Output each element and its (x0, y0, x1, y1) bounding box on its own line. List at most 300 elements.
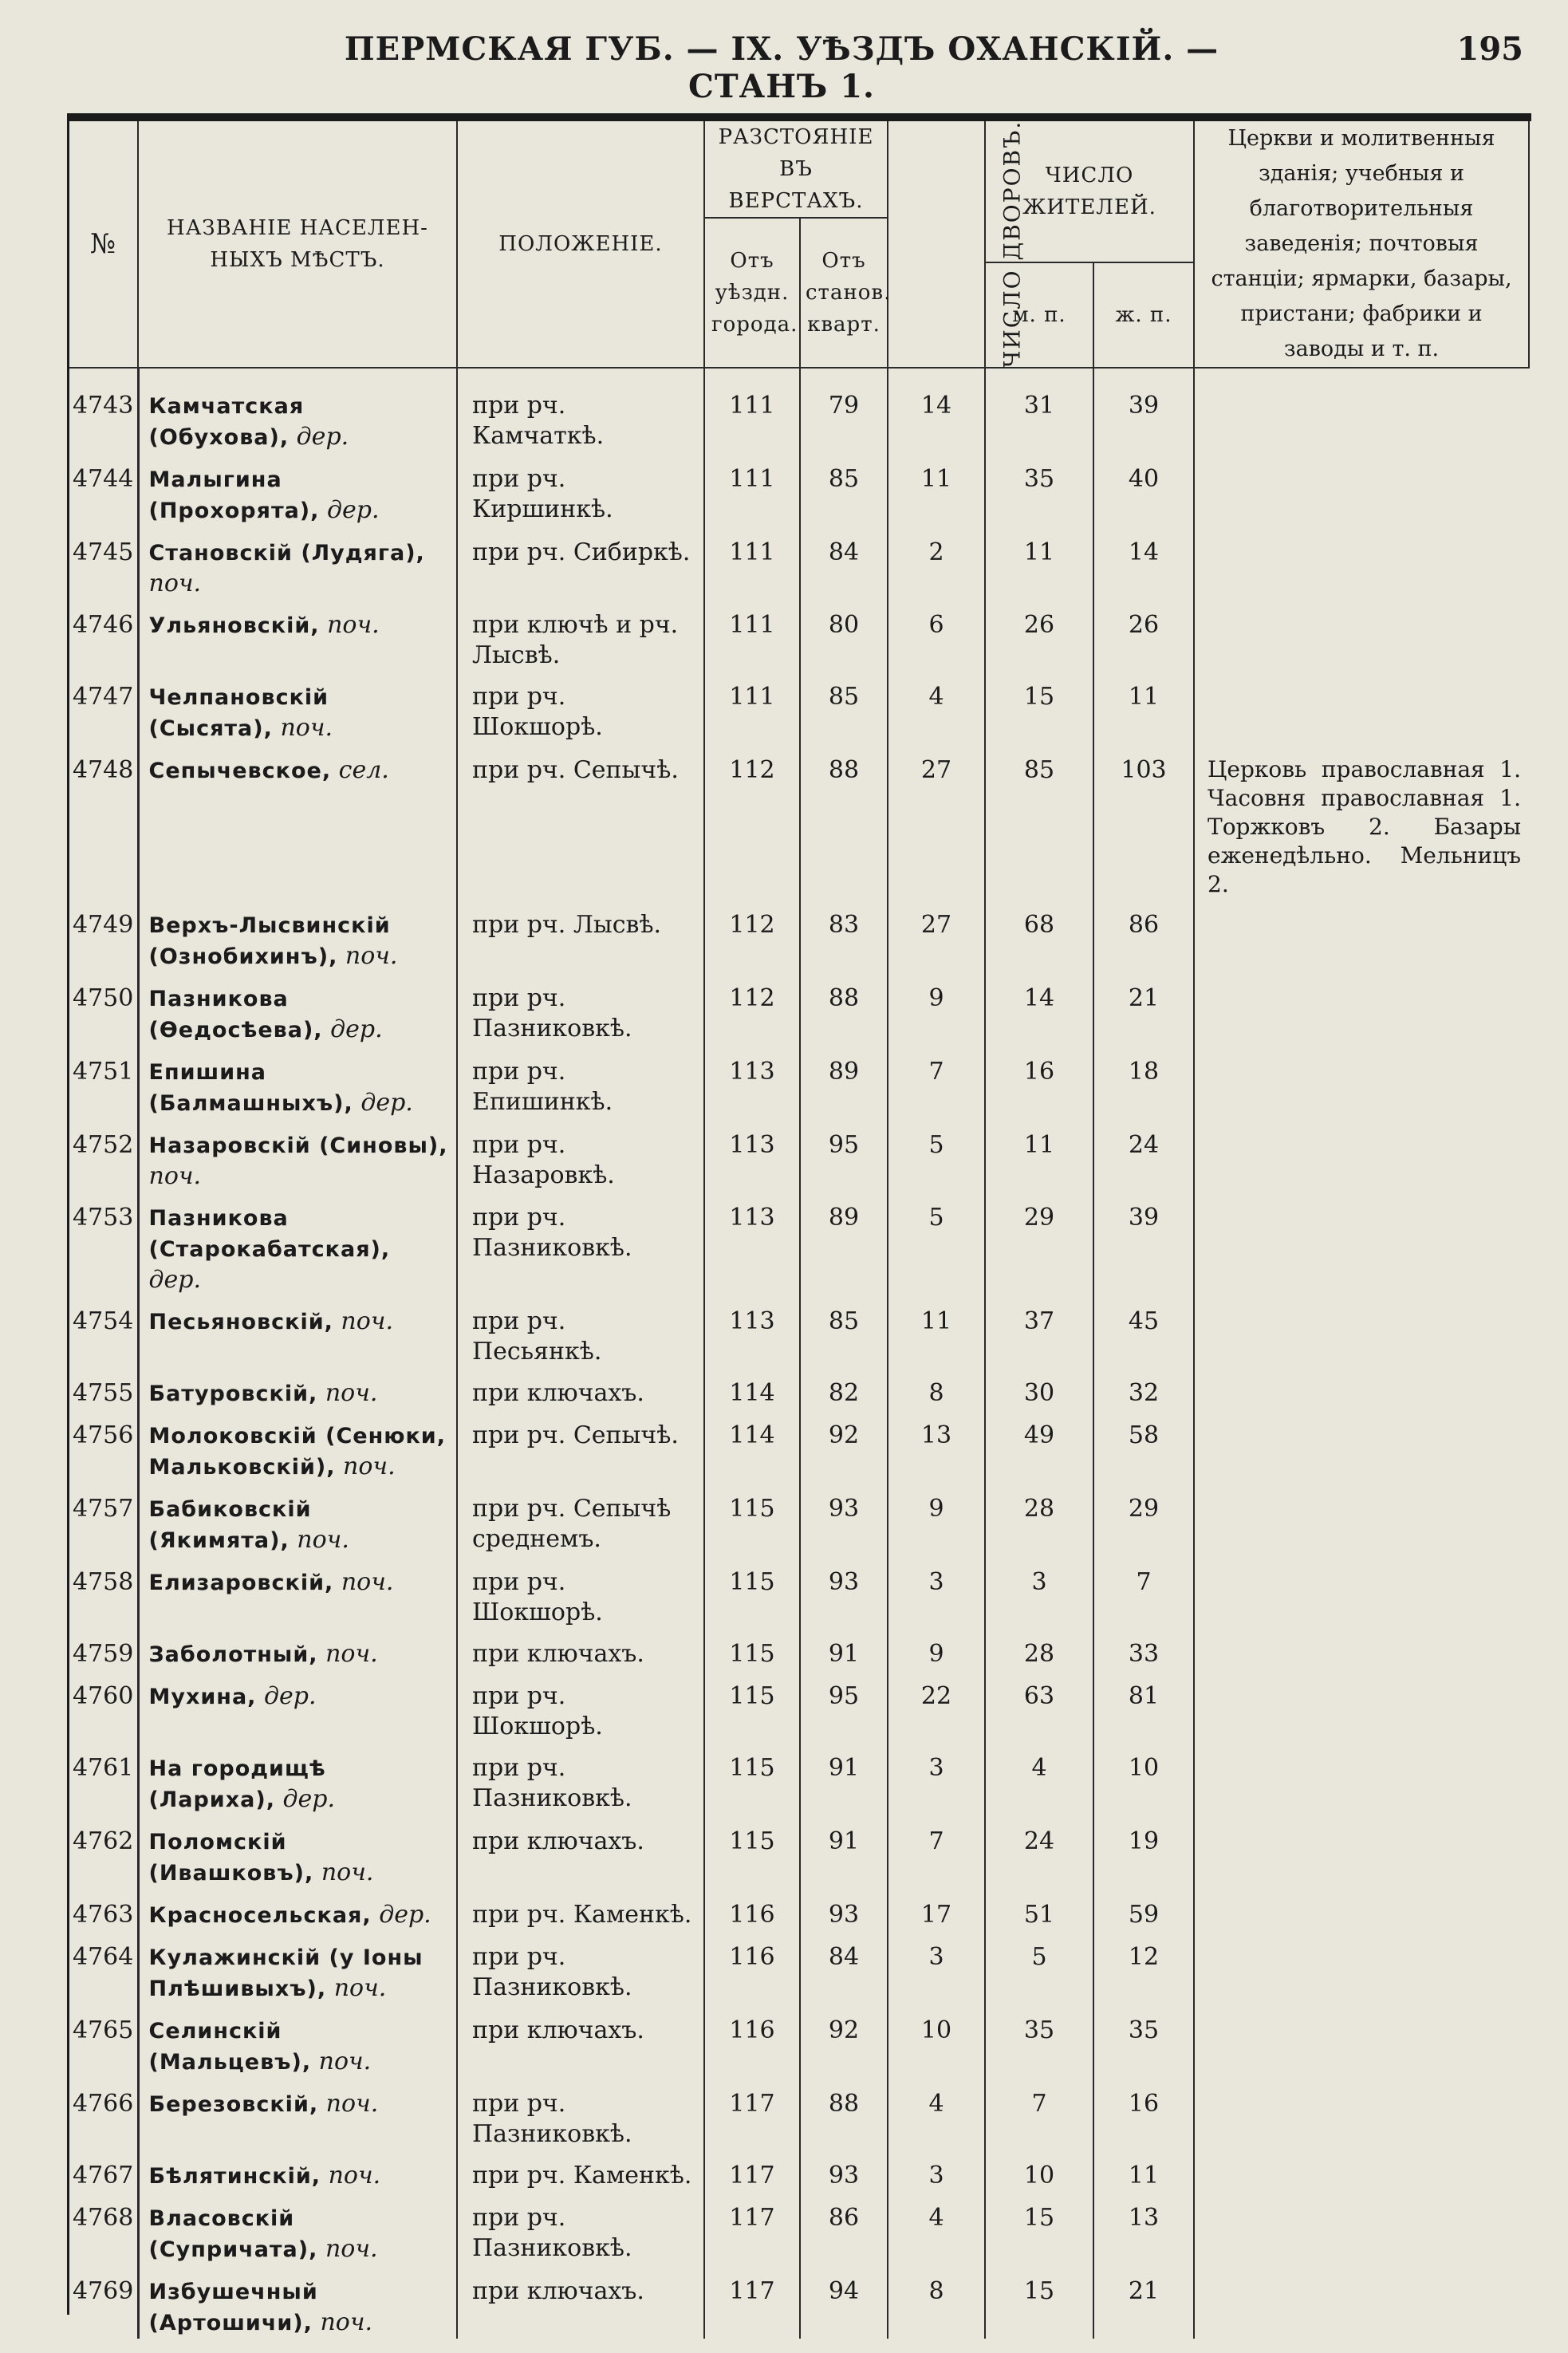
place-name (138, 1931, 457, 2004)
distance-station: 91 (800, 1815, 888, 1889)
table-row (69, 1742, 1529, 1815)
distance-city: 112 (704, 744, 800, 899)
settlement-kind: поч. (318, 2048, 372, 2075)
place-name-text: Избушечный (Артошичи), (148, 2280, 318, 2335)
female-count: 32 (1093, 1367, 1194, 1409)
position: при ключахъ. (457, 1367, 704, 1409)
place-name (138, 2078, 457, 2150)
male-count: 26 (985, 599, 1093, 671)
place-name (138, 1889, 457, 1931)
position: при рч. Пазниковкѣ. (457, 1742, 704, 1815)
table-header (69, 121, 1529, 368)
row-number: 4769 (69, 2265, 138, 2339)
distance-city: 115 (704, 1483, 800, 1556)
male-count: 28 (985, 1483, 1093, 1556)
church-info (1194, 599, 1529, 671)
female-count: 26 (1093, 599, 1194, 671)
table-row (69, 599, 1529, 671)
female-count: 13 (1093, 2192, 1194, 2265)
place-name (138, 744, 457, 899)
female-count: 12 (1093, 1931, 1194, 2004)
settlement-kind: поч. (327, 611, 380, 639)
place-name (138, 671, 457, 744)
yards-count: 5 (888, 1119, 985, 1192)
place-name (138, 2004, 457, 2078)
table-row (69, 671, 1529, 744)
row-number: 4767 (69, 2150, 138, 2192)
place-name (138, 453, 457, 526)
table-row (69, 1815, 1529, 1889)
place-name-text: Песьяновскій, (148, 1310, 333, 1334)
row-number: 4751 (69, 1046, 138, 1119)
church-info (1194, 2150, 1529, 2192)
female-count: 58 (1093, 1409, 1194, 1483)
church-info (1194, 972, 1529, 1046)
position: при рч. Сепычѣ среднемъ. (457, 1483, 704, 1556)
church-info (1194, 1046, 1529, 1119)
female-count: 39 (1093, 1192, 1194, 1295)
distance-city: 111 (704, 368, 800, 453)
church-info (1194, 2078, 1529, 2150)
distance-station: 93 (800, 2150, 888, 2192)
position: при рч. Пазниковкѣ. (457, 1931, 704, 2004)
female-count: 11 (1093, 671, 1194, 744)
male-count: 31 (985, 368, 1093, 453)
church-info (1194, 1670, 1529, 1742)
male-count: 15 (985, 2265, 1093, 2339)
col-header-dist-station: Отъ станов. кварт. (800, 218, 888, 368)
church-info (1194, 2192, 1529, 2265)
place-name (138, 1409, 457, 1483)
male-count: 28 (985, 1628, 1093, 1670)
distance-city: 116 (704, 1889, 800, 1931)
distance-station: 84 (800, 526, 888, 599)
row-number: 4752 (69, 1119, 138, 1192)
settlement-kind: сел. (338, 756, 389, 784)
yards-count: 4 (888, 671, 985, 744)
settlement-kind: дер. (330, 1015, 383, 1043)
table-row (69, 1295, 1529, 1367)
female-count: 11 (1093, 2150, 1194, 2192)
distance-city: 112 (704, 972, 800, 1046)
table-row (69, 2265, 1529, 2339)
col-header-yards (888, 120, 1026, 368)
row-number: 4745 (69, 526, 138, 599)
church-info (1194, 1815, 1529, 1889)
distance-station: 95 (800, 1670, 888, 1742)
table-row (69, 1931, 1529, 2004)
distance-city: 114 (704, 1409, 800, 1483)
settlement-kind: поч. (343, 1452, 396, 1480)
male-count: 35 (985, 2004, 1093, 2078)
row-number: 4757 (69, 1483, 138, 1556)
table-row (69, 899, 1529, 972)
row-number: 4743 (69, 368, 138, 453)
settlement-kind: дер. (263, 1682, 317, 1710)
settlement-kind: поч. (320, 2308, 373, 2336)
distance-city: 115 (704, 1556, 800, 1628)
place-name-text: На городищѣ (Лариха), (148, 1756, 326, 1812)
church-info (1194, 1556, 1529, 1628)
male-count: 15 (985, 2192, 1093, 2265)
position: при рч. Пазниковкѣ. (457, 972, 704, 1046)
male-count: 37 (985, 1295, 1093, 1367)
yards-count: 9 (888, 1483, 985, 1556)
settlements-table (67, 113, 1531, 2336)
female-count: 7 (1093, 1556, 1194, 1628)
row-number: 4756 (69, 1409, 138, 1483)
position: при рч. Каменкѣ. (457, 1889, 704, 1931)
place-name-text: Елизаровскій, (148, 1571, 334, 1595)
place-name-text: Малыгина (Прохорята), (148, 467, 320, 523)
female-count: 16 (1093, 2078, 1194, 2150)
settlement-kind: поч. (325, 2090, 379, 2118)
position: при рч. Шокшорѣ. (457, 671, 704, 744)
place-name (138, 1483, 457, 1556)
male-count: 35 (985, 453, 1093, 526)
distance-station: 91 (800, 1742, 888, 1815)
col-header-female: ж. п. (1093, 262, 1194, 368)
table-row (69, 972, 1529, 1046)
church-info (1194, 2004, 1529, 2078)
distance-station: 79 (800, 368, 888, 453)
yards-count: 9 (888, 1628, 985, 1670)
distance-city: 115 (704, 1815, 800, 1889)
yards-count: 2 (888, 526, 985, 599)
distance-station: 93 (800, 1483, 888, 1556)
distance-city: 117 (704, 2192, 800, 2265)
table-row (69, 1409, 1529, 1483)
male-count: 15 (985, 671, 1093, 744)
distance-city: 115 (704, 1670, 800, 1742)
distance-city: 113 (704, 1046, 800, 1119)
col-header-name-text: НАЗВАНІЕ НАСЕЛЕН- НЫХЪ МѢСТЪ. (167, 216, 428, 272)
church-info (1194, 1367, 1529, 1409)
distance-city: 111 (704, 526, 800, 599)
settlement-kind: дер. (296, 423, 349, 451)
table-row (69, 368, 1529, 453)
settlement-kind: дер. (148, 1266, 202, 1294)
distance-station: 95 (800, 1119, 888, 1192)
col-header-residents: ЧИСЛО ЖИТЕЛЕЙ. (985, 121, 1194, 262)
position: при ключахъ. (457, 2265, 704, 2339)
yards-count: 7 (888, 1815, 985, 1889)
table-row (69, 1628, 1529, 1670)
place-name (138, 2150, 457, 2192)
yards-count: 11 (888, 453, 985, 526)
distance-city: 111 (704, 671, 800, 744)
church-info (1194, 671, 1529, 744)
place-name (138, 1192, 457, 1295)
male-count: 68 (985, 899, 1093, 972)
church-info (1194, 1192, 1529, 1295)
col-header-yards-text: ЧИСЛО ДВОРОВЪ. (999, 120, 1026, 368)
col-header-church: Церкви и молитвенныя зданія; учебныя и благотворительныя заведенія; почтовыя станціи; ярмарки, базары, пристани; фабрики и заводы и т. п. (1194, 121, 1529, 368)
female-count: 14 (1093, 526, 1194, 599)
yards-count: 8 (888, 2265, 985, 2339)
female-count: 19 (1093, 1815, 1194, 1889)
row-number: 4763 (69, 1889, 138, 1931)
place-name-text: Бабиковскій (Якимята), (148, 1497, 312, 1553)
male-count: 3 (985, 1556, 1093, 1628)
distance-city: 116 (704, 1931, 800, 2004)
church-info (1194, 2265, 1529, 2339)
yards-count: 13 (888, 1409, 985, 1483)
table-row (69, 2078, 1529, 2150)
female-count: 21 (1093, 2265, 1194, 2339)
place-name (138, 599, 457, 671)
male-count: 30 (985, 1367, 1093, 1409)
position: при рч. Сепычѣ. (457, 1409, 704, 1483)
male-count: 85 (985, 744, 1093, 899)
row-number: 4748 (69, 744, 138, 899)
position: при рч. Епишинкѣ. (457, 1046, 704, 1119)
col-header-position: ПОЛОЖЕНІЕ. (457, 121, 704, 368)
church-info (1194, 1628, 1529, 1670)
position: при рч. Сепычѣ. (457, 744, 704, 899)
distance-city: 111 (704, 453, 800, 526)
distance-station: 88 (800, 744, 888, 899)
male-count: 10 (985, 2150, 1093, 2192)
place-name-text: Челпановскій (Сысята), (148, 685, 329, 741)
position: при ключѣ и рч. Лысвѣ. (457, 599, 704, 671)
row-number: 4760 (69, 1670, 138, 1742)
row-number: 4753 (69, 1192, 138, 1295)
distance-station: 83 (800, 899, 888, 972)
place-name (138, 1046, 457, 1119)
place-name (138, 526, 457, 599)
place-name-text: Становскій (Лудяга), (148, 541, 425, 566)
place-name (138, 1556, 457, 1628)
place-name-text: Кулажинскій (у Іоны Плѣшивыхъ), (148, 1945, 424, 2001)
position: при рч. Сибиркѣ. (457, 526, 704, 599)
row-number: 4762 (69, 1815, 138, 1889)
position: при рч. Шокшорѣ. (457, 1556, 704, 1628)
distance-city: 115 (704, 1742, 800, 1815)
distance-city: 114 (704, 1367, 800, 1409)
distance-station: 89 (800, 1046, 888, 1119)
yards-count: 10 (888, 2004, 985, 2078)
row-number: 4759 (69, 1628, 138, 1670)
distance-city: 112 (704, 899, 800, 972)
church-info (1194, 1742, 1529, 1815)
page-header (0, 0, 1568, 104)
table-row (69, 1889, 1529, 1931)
male-count: 5 (985, 1931, 1093, 2004)
distance-station: 84 (800, 1931, 888, 2004)
table-row (69, 1046, 1529, 1119)
female-count: 40 (1093, 453, 1194, 526)
position: при рч. Пазниковкѣ. (457, 2078, 704, 2150)
row-number: 4746 (69, 599, 138, 671)
yards-count: 3 (888, 2150, 985, 2192)
place-name (138, 2265, 457, 2339)
place-name-text: Пазникова (Ѳедосѣева), (148, 987, 323, 1042)
place-name-text: Молоковскій (Сенюки, Мальковскій), (148, 1424, 446, 1480)
church-info (1194, 526, 1529, 599)
place-name-text: Назаровскій (Синовы), (148, 1133, 448, 1158)
place-name (138, 1295, 457, 1367)
settlement-kind: дер. (379, 1901, 431, 1929)
running-title: ПЕРМСКАЯ ГУБ. — IX. УѢЗДЪ ОХАНСКІЙ. — СТАНЪ 1. (344, 30, 1219, 105)
row-number: 4747 (69, 671, 138, 744)
church-info (1194, 1483, 1529, 1556)
col-header-num: № (69, 121, 138, 368)
church-info (1194, 1889, 1529, 1931)
place-name-text: Красносельская, (148, 1903, 372, 1928)
yards-count: 9 (888, 972, 985, 1046)
distance-station: 85 (800, 1295, 888, 1367)
place-name-text: Власовскій (Супричата), (148, 2206, 318, 2262)
position: при ключахъ. (457, 2004, 704, 2078)
row-number: 4766 (69, 2078, 138, 2150)
female-count: 21 (1093, 972, 1194, 1046)
yards-count: 6 (888, 599, 985, 671)
church-info (1194, 368, 1529, 453)
distance-city: 117 (704, 2265, 800, 2339)
female-count: 33 (1093, 1628, 1194, 1670)
place-name (138, 1670, 457, 1742)
distance-city: 111 (704, 599, 800, 671)
row-number: 4758 (69, 1556, 138, 1628)
female-count: 103 (1093, 744, 1194, 899)
table-row (69, 1367, 1529, 1409)
table-body (69, 368, 1529, 2339)
position: при рч. Камчаткѣ. (457, 368, 704, 453)
position: при ключахъ. (457, 1628, 704, 1670)
row-number: 4755 (69, 1367, 138, 1409)
settlement-kind: дер. (326, 496, 380, 524)
female-count: 81 (1093, 1670, 1194, 1742)
male-count: 49 (985, 1409, 1093, 1483)
settlement-kind: поч. (321, 1858, 374, 1886)
settlement-kind: поч. (325, 1640, 378, 1668)
male-count: 29 (985, 1192, 1093, 1295)
place-name-text: Камчатская (Обухова), (148, 394, 305, 450)
table-row (69, 1556, 1529, 1628)
settlement-kind: поч. (148, 570, 202, 597)
place-name-text: Поломскій (Ивашковъ), (148, 1830, 314, 1886)
distance-station: 85 (800, 671, 888, 744)
place-name (138, 1119, 457, 1192)
place-name-text: Епишина (Балмашныхъ), (148, 1060, 353, 1116)
row-number: 4754 (69, 1295, 138, 1367)
place-name-text: Батуровскій, (148, 1381, 318, 1406)
female-count: 24 (1093, 1119, 1194, 1192)
yards-count: 4 (888, 2078, 985, 2150)
row-number: 4764 (69, 1931, 138, 2004)
row-number: 4744 (69, 453, 138, 526)
distance-city: 113 (704, 1192, 800, 1295)
church-info (1194, 1931, 1529, 2004)
place-name (138, 1367, 457, 1409)
distance-station: 85 (800, 453, 888, 526)
position: при рч. Шокшорѣ. (457, 1670, 704, 1742)
female-count: 59 (1093, 1889, 1194, 1931)
male-count: 63 (985, 1670, 1093, 1742)
female-count: 86 (1093, 899, 1194, 972)
place-name (138, 1815, 457, 1889)
yards-count: 3 (888, 1556, 985, 1628)
church-info (1194, 1409, 1529, 1483)
yards-count: 22 (888, 1670, 985, 1742)
row-number: 4765 (69, 2004, 138, 2078)
col-header-male: м. п. (985, 262, 1093, 368)
distance-station: 94 (800, 2265, 888, 2339)
row-number: 4761 (69, 1742, 138, 1815)
place-name-text: Березовскій, (148, 2092, 319, 2117)
yards-count: 7 (888, 1046, 985, 1119)
distance-city: 113 (704, 1119, 800, 1192)
distance-station: 82 (800, 1367, 888, 1409)
yards-count: 17 (888, 1889, 985, 1931)
place-name (138, 1628, 457, 1670)
row-number: 4749 (69, 899, 138, 972)
settlement-kind: дер. (360, 1089, 413, 1117)
place-name (138, 972, 457, 1046)
male-count: 24 (985, 1815, 1093, 1889)
yards-count: 5 (888, 1192, 985, 1295)
male-count: 51 (985, 1889, 1093, 1931)
distance-station: 91 (800, 1628, 888, 1670)
yards-count: 8 (888, 1367, 985, 1409)
male-count: 4 (985, 1742, 1093, 1815)
position: при рч. Лысвѣ. (457, 899, 704, 972)
table-row (69, 1192, 1529, 1295)
male-count: 14 (985, 972, 1093, 1046)
church-info: Церковь православная 1. Часовня православная 1. Торжковъ 2. Базары еженедѣльно. Мельницъ 2. (1208, 756, 1522, 897)
female-count: 10 (1093, 1742, 1194, 1815)
position: при рч. Песьянкѣ. (457, 1295, 704, 1367)
place-name-text: Ульяновскій, (148, 613, 320, 638)
distance-city: 116 (704, 2004, 800, 2078)
position: при рч. Каменкѣ. (457, 2150, 704, 2192)
page-number: 195 (1456, 30, 1523, 68)
female-count: 45 (1093, 1295, 1194, 1367)
yards-count: 3 (888, 1931, 985, 2004)
distance-city: 117 (704, 2078, 800, 2150)
distance-station: 88 (800, 2078, 888, 2150)
position: при рч. Назаровкѣ. (457, 1119, 704, 1192)
yards-count: 3 (888, 1742, 985, 1815)
yards-count: 14 (888, 368, 985, 453)
settlement-kind: поч. (341, 1568, 394, 1596)
place-name (138, 899, 457, 972)
table-row (69, 2150, 1529, 2192)
position: при рч. Киршинкѣ. (457, 453, 704, 526)
distance-station: 93 (800, 1556, 888, 1628)
distance-station: 86 (800, 2192, 888, 2265)
table-row (69, 453, 1529, 526)
settlement-kind: поч. (325, 1379, 378, 1407)
place-name-text: Мухина, (148, 1685, 257, 1709)
distance-station: 89 (800, 1192, 888, 1295)
female-count: 29 (1093, 1483, 1194, 1556)
settlement-kind: поч. (328, 2162, 381, 2189)
place-name-text: Сепычевское, (148, 759, 332, 783)
distance-station: 92 (800, 1409, 888, 1483)
yards-count: 11 (888, 1295, 985, 1367)
yards-count: 27 (888, 899, 985, 972)
settlement-kind: поч. (280, 714, 333, 742)
distance-city: 115 (704, 1628, 800, 1670)
female-count: 18 (1093, 1046, 1194, 1119)
settlement-kind: дер. (282, 1785, 336, 1813)
distance-station: 88 (800, 972, 888, 1046)
yards-count: 27 (888, 744, 985, 899)
male-count: 11 (985, 526, 1093, 599)
distance-city: 113 (704, 1295, 800, 1367)
